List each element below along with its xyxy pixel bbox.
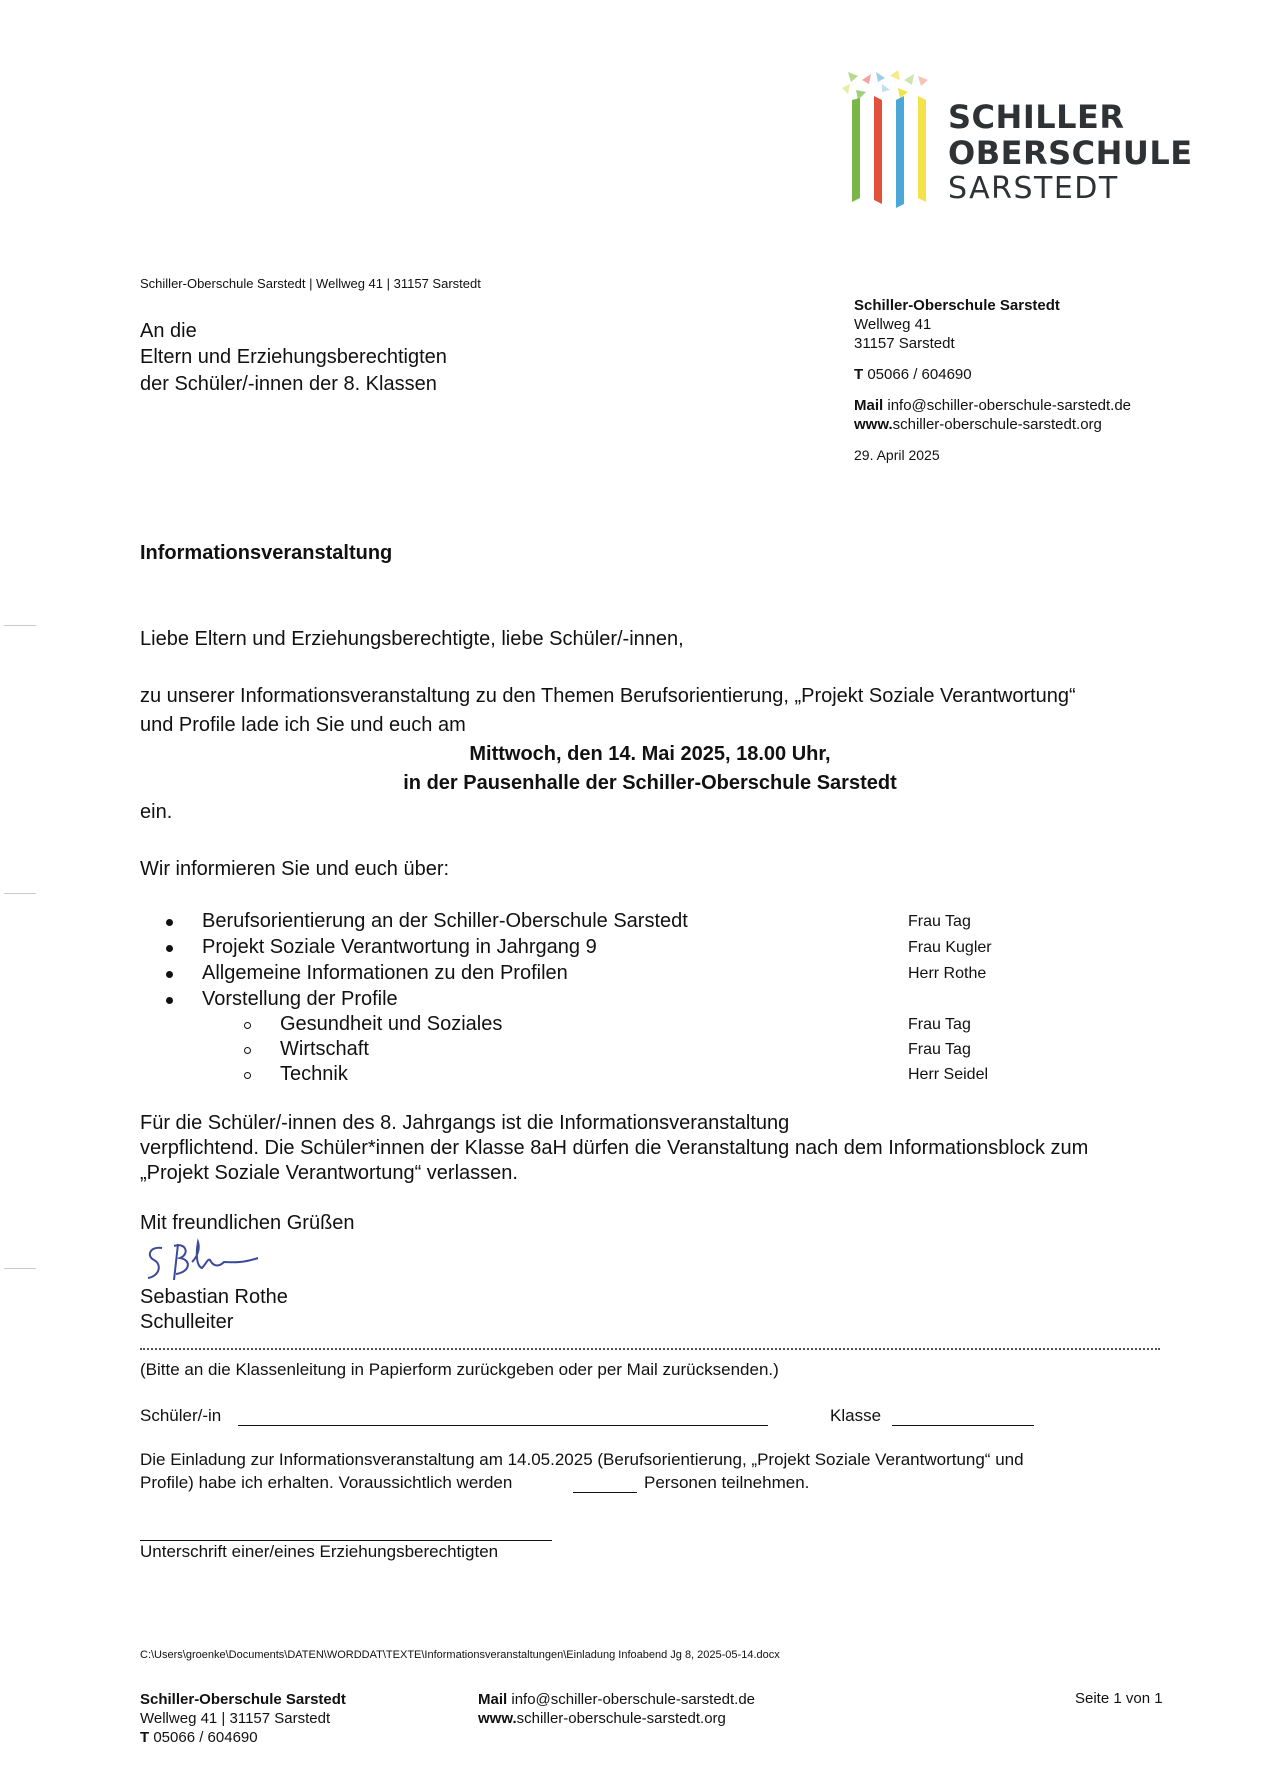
topic-item: Allgemeine Informationen zu den Profilen xyxy=(202,962,568,984)
obligation-line-1: Für die Schüler/-innen des 8. Jahrgangs ist die Informationsveranstaltung xyxy=(140,1112,790,1134)
return-note: (Bitte an die Klassenleitung in Papierform zurückgeben oder per Mail zurücksenden.) xyxy=(140,1360,779,1379)
profile-item: Wirtschaft xyxy=(280,1038,369,1060)
signer-title: Schulleiter xyxy=(140,1311,234,1333)
topic-speaker: Herr Rothe xyxy=(908,965,987,982)
persons-count-field[interactable] xyxy=(573,1492,637,1493)
contact-web[interactable]: www.schiller-oberschule-sarstedt.org xyxy=(854,416,1102,433)
profile-item: Gesundheit und Soziales xyxy=(280,1013,503,1035)
confirm-line-2a: Profile) habe ich erhalten. Voraussichtlich werden xyxy=(140,1473,513,1492)
inform-intro: Wir informieren Sie und euch über: xyxy=(140,858,450,880)
class-field[interactable] xyxy=(892,1425,1034,1426)
recipient-line-2: Eltern und Erziehungsberechtigten xyxy=(140,346,447,369)
contact-name: Schiller-Oberschule Sarstedt xyxy=(854,297,1060,314)
signature-field[interactable] xyxy=(140,1540,552,1541)
school-logo xyxy=(838,70,1193,210)
obligation-line-2: verpflichtend. Die Schüler*innen der Klasse 8aH dürfen die Veranstaltung nach dem Informationsblock zum xyxy=(140,1137,1089,1159)
topic-item: Projekt Soziale Verantwortung in Jahrgang 9 xyxy=(202,936,597,958)
footer-street: Wellweg 41 | 31157 Sarstedt xyxy=(140,1710,331,1727)
footer-mail[interactable]: Mail info@schiller-oberschule-sarstedt.de xyxy=(478,1691,756,1708)
contact-phone: T 05066 / 604690 xyxy=(854,366,972,383)
sub-bullet-icon xyxy=(244,1047,251,1054)
topic-item: Vorstellung der Profile xyxy=(202,988,398,1010)
profile-speaker: Frau Tag xyxy=(908,1041,971,1058)
signature-icon xyxy=(140,1238,270,1288)
footer-address xyxy=(140,1690,346,1747)
sender-line: Schiller-Oberschule Sarstedt | Wellweg 41 | 31157 Sarstedt xyxy=(140,276,481,291)
topic-item: Berufsorientierung an der Schiller-Oberschule Sarstedt xyxy=(202,910,688,932)
profile-speaker: Frau Tag xyxy=(908,1016,971,1033)
sub-bullet-icon xyxy=(244,1072,251,1079)
contact-block xyxy=(854,296,1131,465)
recipient-line-3: der Schüler/-innen der 8. Klassen xyxy=(140,372,437,395)
bullet-icon xyxy=(166,971,173,978)
sub-bullet-icon xyxy=(244,1022,251,1029)
logo-text-oberschule: OBERSCHULE xyxy=(948,134,1193,172)
bullet-icon xyxy=(166,919,173,926)
event-date: Mittwoch, den 14. Mai 2025, 18.00 Uhr, xyxy=(469,743,831,765)
obligation-line-3: „Projekt Soziale Verantwortung“ verlassen. xyxy=(140,1162,518,1184)
intro-end: ein. xyxy=(140,801,173,823)
recipient-address xyxy=(140,318,447,397)
page-number: Seite 1 von 1 xyxy=(1075,1690,1163,1707)
footer-web[interactable]: www.schiller-oberschule-sarstedt.org xyxy=(478,1710,726,1727)
footer-name: Schiller-Oberschule Sarstedt xyxy=(140,1691,346,1708)
footer-phone: T 05066 / 604690 xyxy=(140,1729,258,1746)
contact-mail[interactable]: Mail info@schiller-oberschule-sarstedt.de xyxy=(854,397,1132,414)
contact-street: Wellweg 41 xyxy=(854,316,932,333)
letter-subject: Informationsveranstaltung xyxy=(140,542,393,564)
student-name-field[interactable] xyxy=(238,1425,768,1426)
bullet-icon xyxy=(166,945,173,952)
fold-mark-bottom xyxy=(4,1268,36,1269)
cut-line xyxy=(140,1348,1160,1350)
class-label: Klasse xyxy=(830,1406,882,1425)
event-place: in der Pausenhalle der Schiller-Oberschule Sarstedt xyxy=(403,772,897,794)
letter-greeting: Liebe Eltern und Erziehungsberechtigte, liebe Schüler/-innen, xyxy=(140,628,684,650)
letter-date: 29. April 2025 xyxy=(854,447,940,463)
logo-text-sarstedt: SARSTEDT xyxy=(948,171,1119,206)
logo-stripes-icon xyxy=(838,70,948,210)
recipient-line-1: An die xyxy=(140,320,197,342)
signer-name: Sebastian Rothe xyxy=(140,1286,288,1308)
bullet-icon xyxy=(166,997,173,1004)
fold-mark-top xyxy=(4,625,36,626)
closing: Mit freundlichen Grüßen xyxy=(140,1212,355,1234)
topic-speaker: Frau Kugler xyxy=(908,939,992,956)
punch-mark xyxy=(4,893,36,894)
student-label: Schüler/-in xyxy=(140,1406,222,1425)
contact-city: 31157 Sarstedt xyxy=(854,335,955,352)
footer-contact xyxy=(478,1690,755,1728)
file-path: C:\Users\groenke\Documents\DATEN\WORDDAT\TEXTE\Informationsveranstaltungen\Einladung Infoabend Jg 8, 2025-05-14.docx xyxy=(140,1649,780,1661)
topic-speaker: Frau Tag xyxy=(908,913,971,930)
intro-line-2: und Profile lade ich Sie und euch am xyxy=(140,714,466,736)
confirm-line-2b: Personen teilnehmen. xyxy=(644,1473,810,1492)
signature-label: Unterschrift einer/eines Erziehungsberechtigten xyxy=(140,1542,499,1561)
intro-line-1: zu unserer Informationsveranstaltung zu den Themen Berufsorientierung, „Projekt Soziale Verantwortung“ xyxy=(140,685,1076,707)
profile-item: Technik xyxy=(280,1063,348,1085)
logo-text-schiller: SCHILLER xyxy=(948,98,1125,136)
confirm-line-1: Die Einladung zur Informationsveranstaltung am 14.05.2025 (Berufsorientierung, „Projekt Soziale Verantwortung“ und xyxy=(140,1450,1024,1469)
profile-speaker: Herr Seidel xyxy=(908,1066,989,1083)
